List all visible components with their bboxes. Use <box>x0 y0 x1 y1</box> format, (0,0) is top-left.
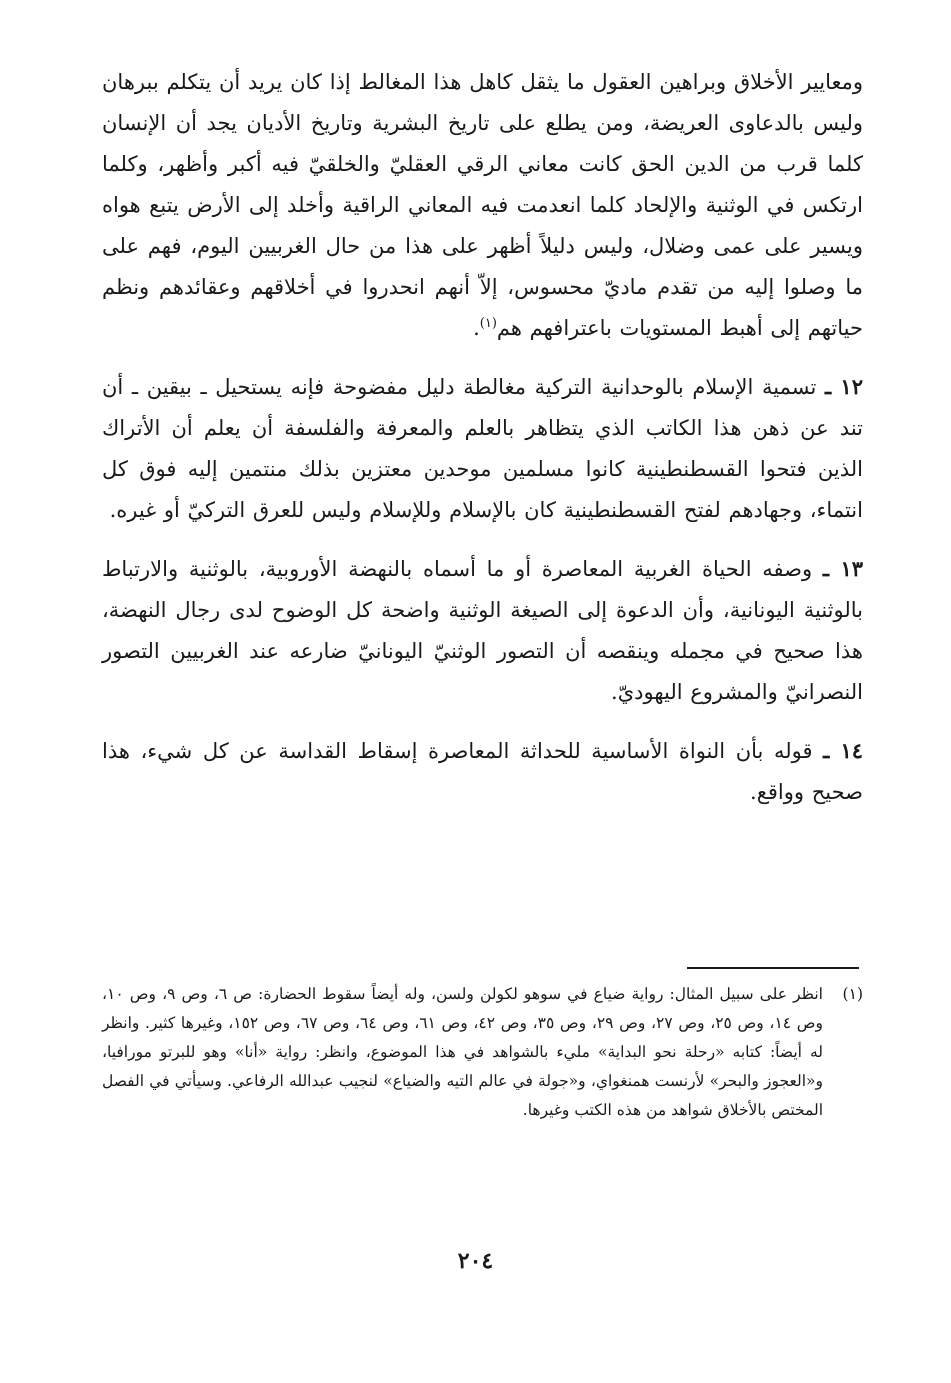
footnotes-section <box>102 980 863 1125</box>
footnote-item <box>102 980 863 1125</box>
footnote-text: انظر على سبيل المثال: رواية ضياع في سوهو لكولن ولسن، وله أيضاً سقوط الحضارة: ص ٦، وص ٩، وص ١٠، وص ١٤، وص ٢٥، وص ٢٧، وص ٢٩، وص ٣٥، وص ٤٢، وص ٦١، وص ٦٤، وص ٦٧، وص ١٥٢، وغيرها كثير. وانظر له أيضاً: كتابه «رحلة نحو البداية» مليء بالشواهد في هذا الموضوع، وانظر: رواية «أنا» وهو للبرتو مورافيا، و«العجوز والبحر» لأرنست همنغواي، و«جولة في عالم التيه والضياع» لنجيب عبدالله الرفاعي. وسيأتي في الفصل المختص بالأخلاق شواهد من هذه الكتب وغيرها. <box>102 985 823 1119</box>
page-number: ٢٠٤ <box>457 1248 494 1274</box>
paragraph-item-13 <box>102 548 863 713</box>
item-number: ١٢ ـ <box>824 374 863 399</box>
main-text <box>102 62 863 830</box>
footnote-reference[interactable]: (١) <box>479 316 497 331</box>
paragraph-text: ومعايير الأخلاق وبراهين العقول ما يثقل كاهل هذا المغالط إذا كان يريد أن يتكلم ببرهان وليس بالدعاوى العريضة، ومن يطلع على تاريخ البشرية وتاريخ الأديان يجد أن الإنسان كلما قرب من الدين الحق كانت معاني الرقي العقليّ والخلقيّ فيه أكبر وأظهر، وكلما ارتكس في الوثنية والإلحاد كلما انعدمت فيه المعاني الراقية وأخلد إلى الأرض يتبع هواه ويسير على عمى وضلال، وليس دليلاً أظهر على هذا من حال الغربيين اليوم، فهم على ما وصلوا إليه من تقدم ماديّ محسوس، إلاّ أنهم انحدروا في أخلاقهم وعقائدهم ونظم حياتهم إلى أهبط المستويات باعترافهم هم <box>102 70 863 340</box>
footnote-divider <box>687 967 859 969</box>
paragraph-continuation <box>102 62 863 349</box>
paragraph-item-12 <box>102 366 863 531</box>
item-number: ١٤ ـ <box>823 738 864 763</box>
paragraph-item-14 <box>102 730 863 813</box>
item-number: ١٣ ـ <box>822 556 863 581</box>
footnote-mark: (١) <box>842 985 863 1003</box>
paragraph-ending: . <box>473 316 480 340</box>
paragraph-text: وصفه الحياة الغربية المعاصرة أو ما أسماه بالنهضة الأوروبية، بالوثنية والارتباط بالوثنية اليونانية، وأن الدعوة إلى الصيغة الوثنية واضحة كل الوضوح لدى رجال النهضة، هذا صحيح في مجمله وينقصه أن التصور الوثنيّ اليونانيّ ضارعه عند الغربيين التصور النصرانيّ والمشروع اليهوديّ. <box>102 557 863 704</box>
paragraph-text: تسمية الإسلام بالوحدانية التركية مغالطة دليل مفضوحة فإنه يستحيل ـ بيقين ـ أن تند عن ذهن هذا الكاتب الذي يتظاهر بالعلم والمعرفة والفلسفة أن يعلم أن الأتراك الذين فتحوا القسطنطينية كانوا مسلمين موحدين معتزين بذلك منتمين إليه فوق كل انتماء، وجهادهم لفتح القسطنطينية كان بالإسلام وللإسلام وليس للعرق التركيّ أو غيره. <box>102 375 863 522</box>
paragraph-text: قوله بأن النواة الأساسية للحداثة المعاصرة إسقاط القداسة عن كل شيء، هذا صحيح وواقع. <box>102 739 863 804</box>
